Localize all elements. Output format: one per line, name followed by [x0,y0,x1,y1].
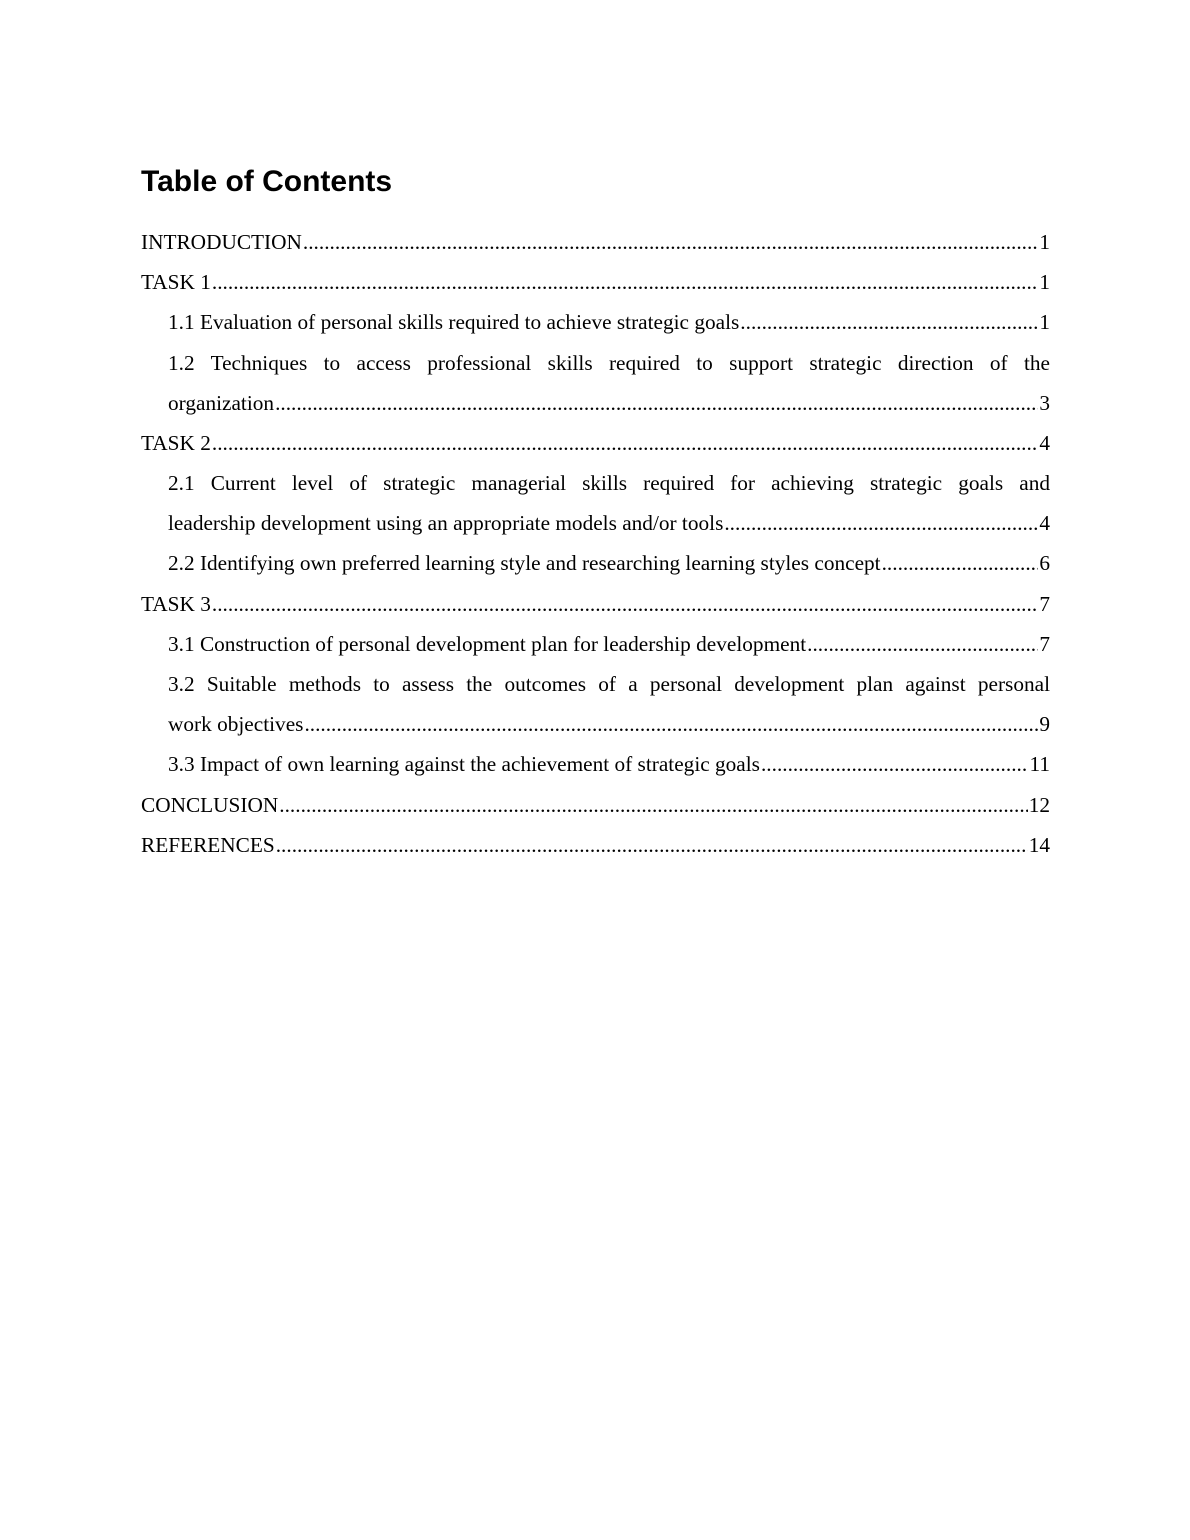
toc-entry-page: 3 [1039,390,1050,415]
toc-entry-page: 7 [1039,631,1050,656]
toc-entry-text: TASK 2 [141,430,211,455]
toc-list [141,222,1050,865]
toc-entry-3-2[interactable] [141,664,1050,744]
toc-entry-text: REFERENCES [141,832,275,857]
toc-entry-text: 3.3 Impact of own learning against the achievement of strategic goals [168,752,760,777]
toc-entry-page: 4 [1039,511,1050,536]
toc-entry-text-line-1: 2.1 Current level of strategic managerial skills required for achieving strategic goals and [168,471,1050,496]
dot-leader [724,503,1038,543]
dot-leader [807,624,1038,664]
toc-entry-1-1[interactable] [141,302,1050,342]
dot-leader [303,222,1038,262]
toc-entry-page: 7 [1039,591,1050,616]
toc-entry-text: 2.2 Identifying own preferred learning style and researching learning styles concept [168,551,881,576]
toc-entry-text: TASK 3 [141,591,211,616]
toc-entry-text-line-2: organization [168,390,275,415]
toc-entry-page: 1 [1039,270,1050,295]
toc-entry-3-3[interactable] [141,744,1050,784]
toc-entry-text: INTRODUCTION [141,229,302,254]
toc-entry-page: 6 [1039,551,1050,576]
toc-entry-page: 14 [1028,832,1050,857]
toc-entry-page: 4 [1039,430,1050,455]
toc-entry-task-3[interactable] [141,584,1050,624]
toc-entry-2-1[interactable] [141,463,1050,543]
toc-entry-task-2[interactable] [141,423,1050,463]
dot-leader [304,704,1038,744]
toc-entry-page: 1 [1039,310,1050,335]
toc-entry-conclusion[interactable] [141,785,1050,825]
toc-entry-introduction[interactable] [141,222,1050,262]
toc-entry-page: 1 [1039,229,1050,254]
dot-leader [740,302,1038,342]
toc-entry-references[interactable] [141,825,1050,865]
dot-leader [761,744,1029,784]
toc-entry-text-line-1: 1.2 Techniques to access professional skills required to support strategic direction of the [168,350,1050,375]
toc-entry-text: 1.1 Evaluation of personal skills required to achieve strategic goals [168,310,740,335]
dot-leader [279,785,1027,825]
dot-leader [212,423,1038,463]
toc-entry-text: TASK 1 [141,270,211,295]
toc-entry-page: 9 [1039,712,1050,737]
toc-entry-text-line-2: work objectives [168,712,304,737]
dot-leader [882,544,1039,584]
toc-entry-2-2[interactable] [141,544,1050,584]
dot-leader [275,383,1038,423]
toc-entry-task-1[interactable] [141,262,1050,302]
toc-entry-text: 3.1 Construction of personal development plan for leadership development [168,631,807,656]
toc-entry-3-1[interactable] [141,624,1050,664]
toc-entry-page: 11 [1029,752,1050,777]
toc-entry-text: CONCLUSION [141,792,279,817]
dot-leader [212,262,1038,302]
dot-leader [276,825,1028,865]
toc-entry-page: 12 [1028,792,1050,817]
toc-entry-text-line-1: 3.2 Suitable methods to assess the outcomes of a personal development plan against personal [168,672,1050,697]
toc-title: Table of Contents [141,165,393,198]
dot-leader [212,584,1038,624]
toc-entry-1-2[interactable] [141,343,1050,423]
toc-entry-text-line-2: leadership development using an appropriate models and/or tools [168,511,724,536]
